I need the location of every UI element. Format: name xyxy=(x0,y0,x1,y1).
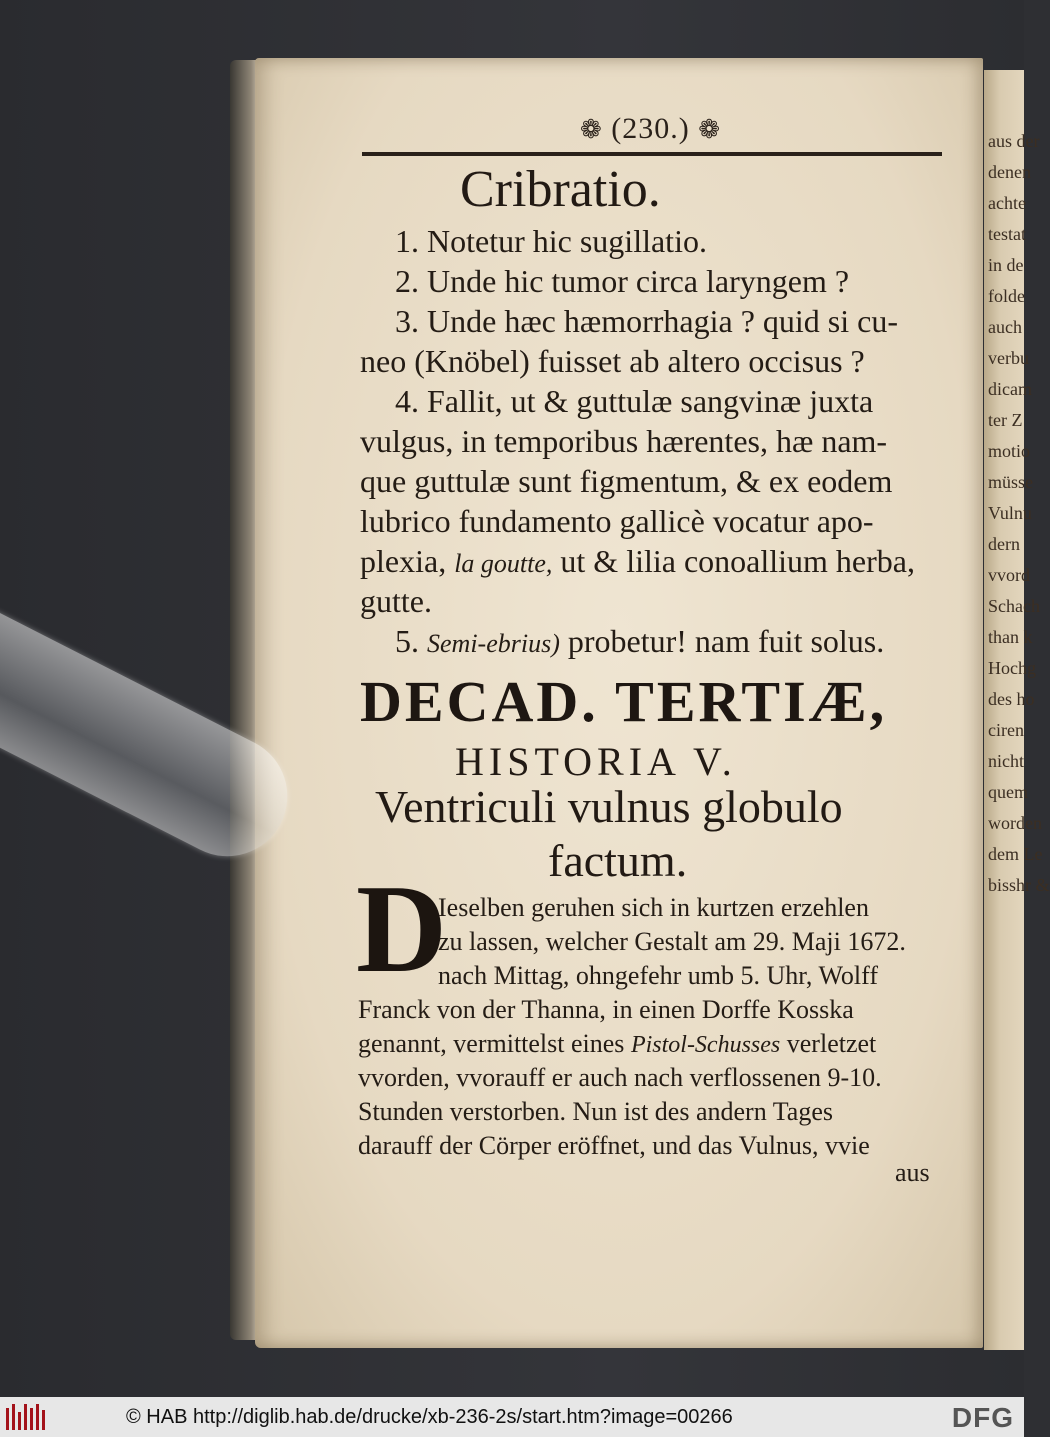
next-page-fragment: des ho xyxy=(988,689,1035,709)
list-item: 2. Unde hic tumor circa laryngem ? xyxy=(395,263,850,299)
next-page-fragment: Hochg xyxy=(988,658,1036,678)
text-plain: probetur! nam fuit solus. xyxy=(567,623,885,659)
story-title: Ventriculi vulnus globulo xyxy=(375,781,843,832)
text-plain: verletzet xyxy=(786,1029,877,1058)
next-page-fragment: worden xyxy=(988,813,1042,833)
body-line: vvorden, vvorauff er auch nach verflossenen 9-10. xyxy=(358,1063,882,1092)
body-line: nach Mittag, ohngefehr umb 5. Uhr, Wolff xyxy=(438,961,878,990)
next-page-fragment: dern xyxy=(988,534,1020,554)
ornament-icon: ❁ xyxy=(698,115,722,144)
text-italic: la goutte, xyxy=(454,549,553,578)
body-line: Franck von der Thanna, in einen Dorffe Kosska xyxy=(358,995,854,1024)
list-item: neo (Knöbel) fuisset ab altero occisus ? xyxy=(360,343,865,379)
hab-logo-icon xyxy=(6,1404,46,1430)
ornament-icon: ❁ xyxy=(580,115,603,144)
text-plain: genannt, vermittelst eines xyxy=(358,1029,625,1058)
body-line: Ieselben geruhen sich in kurtzen erzehlen xyxy=(438,893,869,922)
next-page-fragment: müsse xyxy=(988,472,1033,492)
next-page-fragment: bisshr & xyxy=(988,875,1050,895)
next-page-fragment: dicam xyxy=(988,379,1032,399)
list-item: vulgus, in temporibus hærentes, hæ nam- xyxy=(360,423,888,459)
story-title: factum. xyxy=(548,835,688,886)
dfg-logo: DFG xyxy=(951,1402,1014,1433)
catchword: aus xyxy=(895,1158,930,1187)
body-line xyxy=(358,1028,876,1061)
next-page-fragment: denen xyxy=(988,162,1031,182)
body-line: Stunden verstorben. Nun ist des andern Tages xyxy=(358,1097,833,1126)
text-plain: plexia, xyxy=(360,543,447,579)
body-line: zu lassen, welcher Gestalt am 29. Maji 1672. xyxy=(438,927,906,956)
list-item: 3. Unde hæc hæmorrhagia ? quid si cu- xyxy=(395,303,898,339)
list-item: que guttulæ sunt figmentum, & ex eodem xyxy=(360,463,893,499)
text-plain: ut & lilia conoallium herba, xyxy=(560,543,915,579)
list-item xyxy=(395,622,884,663)
next-page-fragment: ter Z xyxy=(988,410,1023,430)
next-page-fragment: verbu xyxy=(988,348,1029,368)
next-page-fragment: Vulnu xyxy=(988,503,1032,523)
next-page-fragment: dem Le xyxy=(988,844,1043,864)
list-item: 1. Notetur hic sugillatio. xyxy=(395,223,707,259)
next-page-fragment: nicht xyxy=(988,751,1024,771)
section-title: DECAD. TERTIÆ, xyxy=(360,669,888,734)
footer-bar xyxy=(0,1397,1024,1437)
next-page-fragment: than k xyxy=(988,627,1033,647)
header-rule xyxy=(362,152,942,156)
next-page-fragment: folde xyxy=(988,286,1025,306)
item-number: 5. xyxy=(395,623,419,659)
list-item: gutte. xyxy=(360,583,432,619)
page-header xyxy=(580,112,721,146)
next-page-fragment: Schach xyxy=(988,596,1040,616)
body-line: darauff der Cörper eröffnet, und das Vulnus, vvie xyxy=(358,1131,870,1160)
next-page-fragment: auch xyxy=(988,317,1022,337)
next-page-fragment: quem xyxy=(988,782,1028,802)
next-page-fragment: motio xyxy=(988,441,1031,461)
list-item: 4. Fallit, ut & guttulæ sangvinæ juxta xyxy=(395,383,874,419)
text-italic: Semi-ebrius) xyxy=(427,629,560,658)
next-page-fragment: in de xyxy=(988,255,1024,275)
next-page-fragment: achte xyxy=(988,193,1026,213)
next-page-fragment: ciren xyxy=(988,720,1024,740)
next-page-fragment: aus der xyxy=(988,131,1040,151)
next-page-fragment: testat xyxy=(988,224,1026,244)
page-number: (230.) xyxy=(611,112,690,145)
historia-heading: HISTORIA V. xyxy=(455,739,737,784)
list-item: lubrico fundamento gallicè vocatur apo- xyxy=(360,503,874,539)
text-italic: Pistol-Schusses xyxy=(630,1032,781,1058)
list-item xyxy=(360,542,915,583)
next-page-edge xyxy=(984,70,1050,1350)
cribratio-title: Cribratio. xyxy=(460,161,661,218)
next-page-fragment: vvord xyxy=(988,565,1030,585)
drop-cap: D xyxy=(356,860,447,999)
credit-link[interactable]: © HAB http://diglib.hab.de/drucke/xb-236-2s/start.htm?image=00266 xyxy=(126,1405,733,1428)
